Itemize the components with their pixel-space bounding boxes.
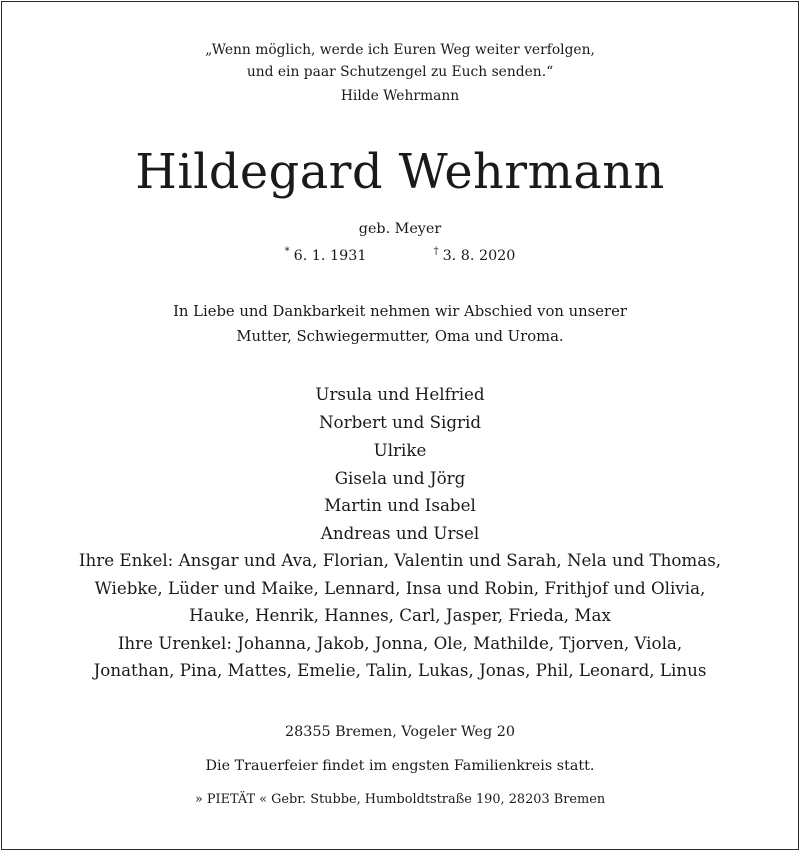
great-grandchildren-line: Ihre Urenkel: Johanna, Jakob, Jonna, Ole, Mathilde, Tjorven, Viola,	[117, 633, 683, 653]
intro-line-2: Mutter, Schwiegermutter, Oma und Uroma.	[236, 328, 564, 345]
death-date: 3. 8. 2020	[442, 248, 516, 264]
grandchildren-line: Hauke, Henrik, Hannes, Carl, Jasper, Frieda, Max	[189, 605, 611, 625]
grandchildren-line: Ihre Enkel: Ansgar und Ava, Florian, Valentin und Sarah, Nela und Thomas,	[78, 550, 722, 570]
maiden-name: geb. Meyer	[358, 221, 442, 237]
family-line: Gisela und Jörg	[334, 468, 466, 488]
quote-line-1: „Wenn möglich, werde ich Euren Weg weiter verfolgen,	[205, 42, 595, 58]
grandchildren-line: Wiebke, Lüder und Maike, Lennard, Insa und Robin, Frithjof und Olivia,	[94, 578, 706, 598]
intro-line-1: In Liebe und Dankbarkeit nehmen wir Abschied von unserer	[173, 303, 627, 320]
family-line: Ulrike	[373, 440, 427, 460]
great-grandchildren-line: Jonathan, Pina, Mattes, Emelie, Talin, Lukas, Jonas, Phil, Leonard, Linus	[93, 660, 707, 680]
family-line: Norbert und Sigrid	[318, 412, 482, 432]
ceremony-note: Die Trauerfeier findet im engsten Familienkreis statt.	[205, 758, 595, 774]
obituary-notice	[1, 1, 799, 850]
life-dates	[2, 246, 798, 264]
birth-symbol: *	[284, 246, 290, 257]
quote-line-2: und ein paar Schutzengel zu Euch senden.“	[246, 64, 554, 80]
family-line: Ursula und Helfried	[315, 384, 485, 404]
family-line: Andreas und Ursel	[320, 523, 480, 543]
birth-date: 6. 1. 1931	[293, 248, 367, 264]
birth-date-group	[285, 246, 367, 264]
deceased-name: Hildegard Wehrmann	[135, 145, 665, 200]
quote-author: Hilde Wehrmann	[340, 88, 460, 104]
family-address: 28355 Bremen, Vogeler Weg 20	[285, 724, 515, 740]
death-symbol: †	[433, 246, 439, 257]
family-line: Martin und Isabel	[324, 495, 476, 515]
undertaker-info: » PIETÄT « Gebr. Stubbe, Humboldtstraße 190, 28203 Bremen	[194, 792, 606, 807]
death-date-group	[434, 246, 516, 264]
